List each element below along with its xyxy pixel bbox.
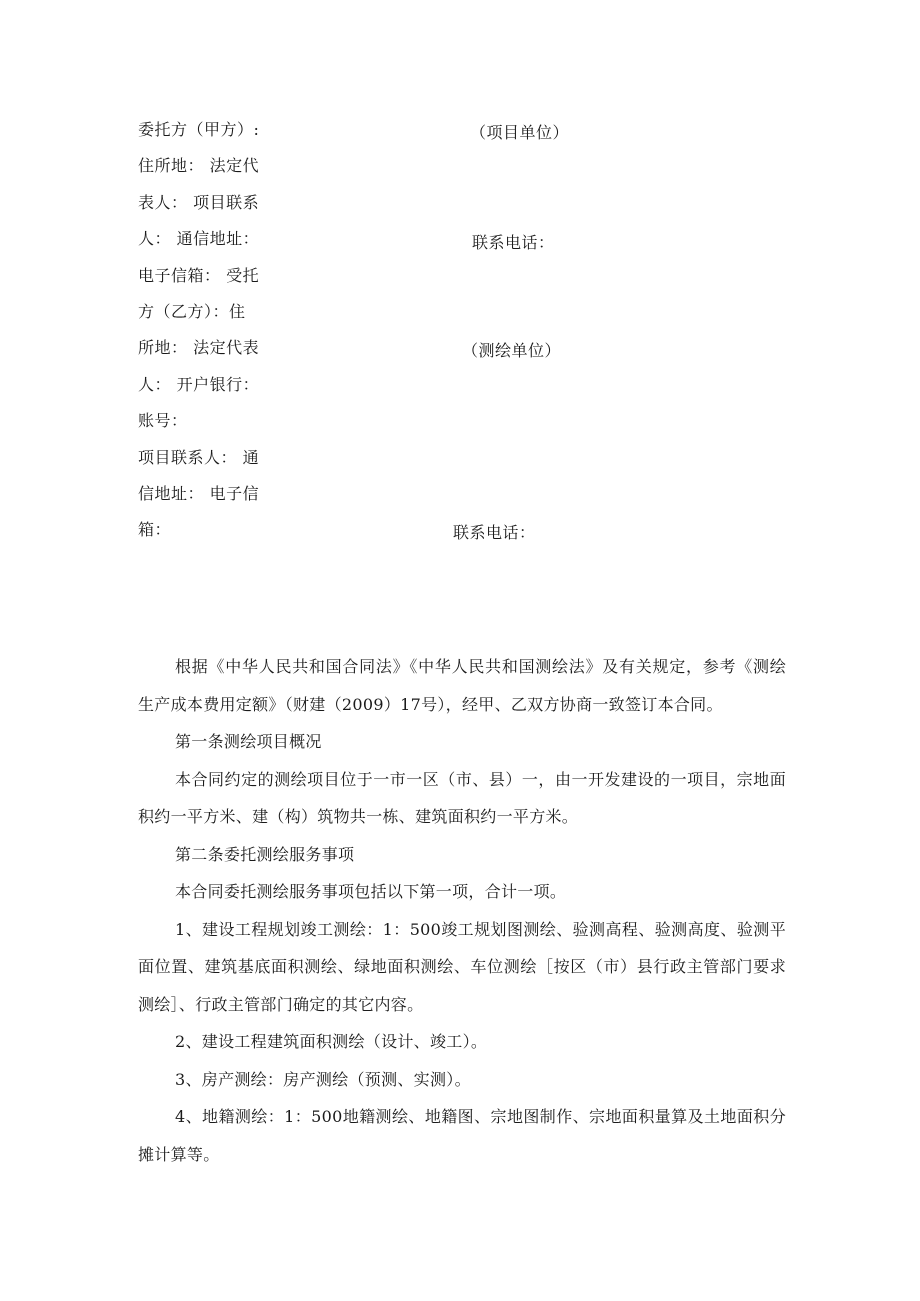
- party-info-line: 电子信箱： 受托: [138, 265, 260, 285]
- article-one-heading: 第一条测绘项目概况: [175, 732, 322, 751]
- service-item-3: 3、房产测绘：房产测绘（预测、实测）。: [175, 1069, 471, 1089]
- party-info-line: 账号：: [138, 411, 188, 431]
- party-info-line: 项目联系人： 通: [138, 447, 260, 467]
- party-info-line: 方（乙方）：住: [138, 301, 246, 321]
- party-b-unit-note: （测绘单位）: [462, 341, 562, 360]
- article-one-paragraph: 本合同约定的测绘项目位于一市一区（市、县）一，由一开发建设的一项目，宗地面积约一平方米、建（构）筑物共一栋、建筑面积约一平方米。: [138, 769, 786, 826]
- service-item-4: 4、地籍测绘：1：500地籍测绘、地籍图、宗地图制作、宗地面积量算及土地面积分摊计算等。: [138, 1107, 786, 1164]
- party-a-unit-note: （项目单位）: [470, 123, 570, 142]
- party-info-line: 所地： 法定代表: [138, 338, 260, 358]
- party-info-line: 委托方（甲方）:: [138, 120, 260, 139]
- article-two-heading: 第二条委托测绘服务事项: [175, 844, 355, 864]
- party-info-line: 信地址： 电子信: [138, 483, 260, 503]
- preamble-paragraph: 根据《中华人民共和国合同法》《中华人民共和国测绘法》及有关规定，参考《测绘生产成本费用定额》（财建（2009）17号），经甲、乙双方协商一致签订本合同。: [138, 657, 786, 714]
- service-item-1: 1、建设工程规划竣工测绘：1：500竣工规划图测绘、验测高程、验测高度、验测平面位置、建筑基底面积测绘、绿地面积测绘、车位测绘［按区（市）县行政主管部门要求测绘］、行政主管部门确定的其它内容。: [138, 919, 786, 1014]
- contract-body: [138, 648, 786, 1173]
- party-a-phone-label: 联系电话：: [472, 233, 555, 252]
- party-info-column: [138, 112, 278, 549]
- article-two-paragraph: 本合同委托测绘服务事项包括以下第一项，合计一项。: [175, 882, 567, 901]
- party-info-line: 住所地： 法定代: [138, 156, 260, 176]
- party-info-line: 人： 通信地址：: [138, 229, 260, 249]
- party-b-phone-label: 联系电话：: [453, 523, 536, 542]
- party-info-line: 箱：: [138, 520, 172, 540]
- party-info-line: 人： 开户银行：: [138, 374, 260, 394]
- service-item-2: 2、建设工程建筑面积测绘（设计、竣工）。: [175, 1032, 488, 1051]
- party-info-line: 表人： 项目联系: [138, 192, 260, 212]
